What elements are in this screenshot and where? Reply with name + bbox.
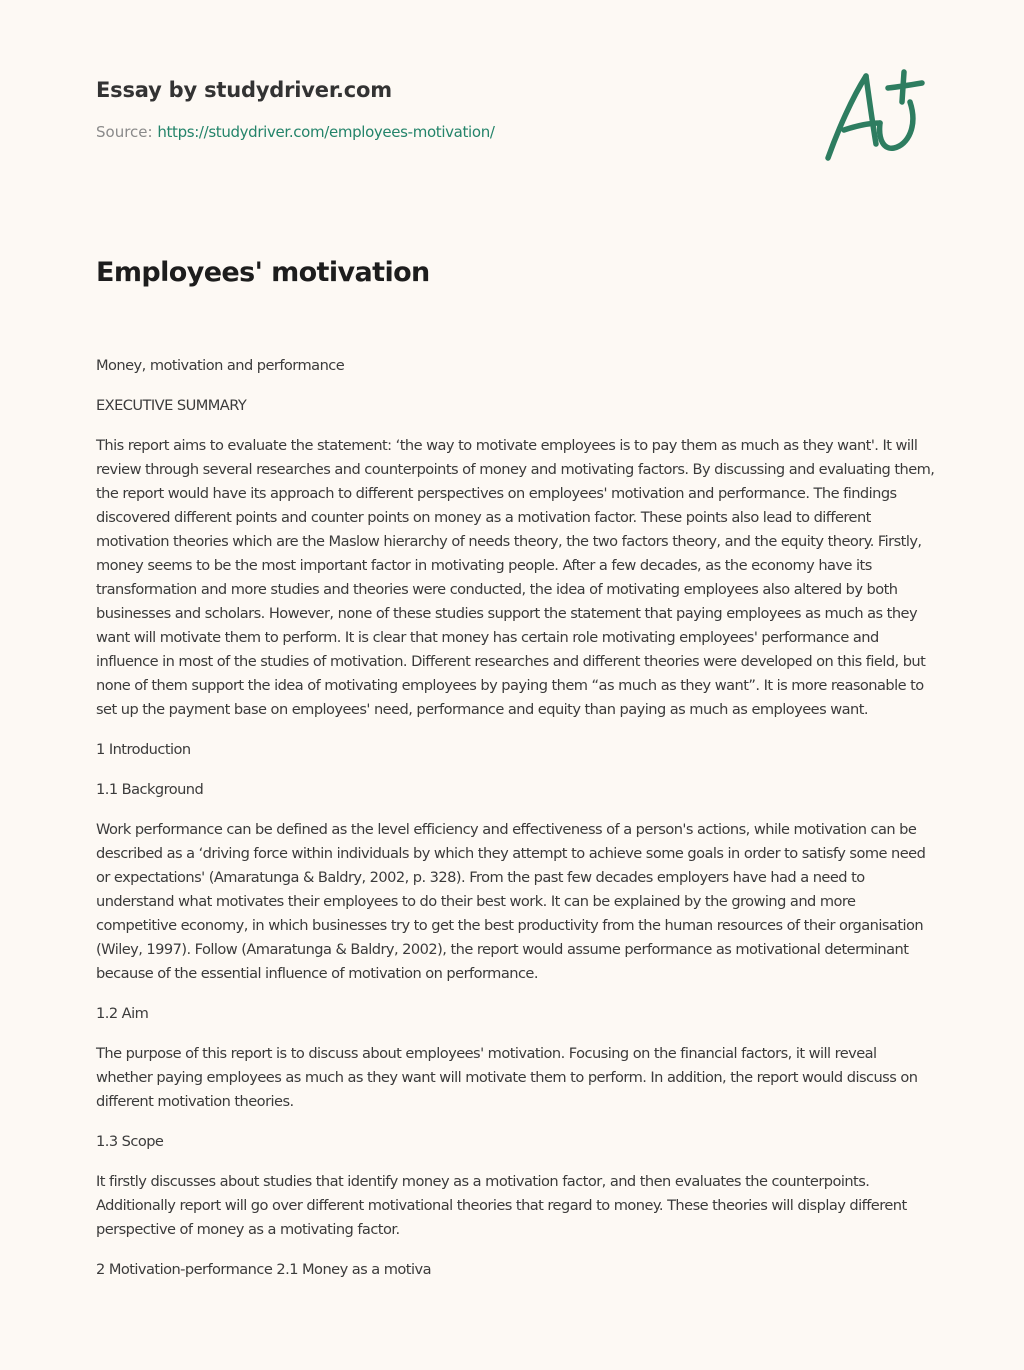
document-title: Employees' motivation xyxy=(96,257,430,288)
section-heading-aim: 1.2 Aim xyxy=(96,1005,149,1022)
subtitle-paragraph: Money, motivation and performance xyxy=(96,357,345,374)
source-link[interactable]: https://studydriver.com/employees-motivation/ xyxy=(157,123,495,141)
document-body xyxy=(96,354,936,1298)
page-header xyxy=(96,72,796,143)
section-heading-executive-summary: EXECUTIVE SUMMARY xyxy=(96,397,247,414)
section-heading-introduction: 1 Introduction xyxy=(96,741,191,758)
section-heading-scope: 1.3 Scope xyxy=(96,1133,164,1150)
section-heading-motivation-performance: 2 Motivation-performance 2.1 Money as a motiva xyxy=(96,1261,431,1278)
section-heading-background: 1.1 Background xyxy=(96,781,204,798)
aim-paragraph: The purpose of this report is to discuss about employees' motivation. Focusing on the financial factors, it will reveal whether paying employees as much as they want will motivate them to perform. In addition, the report would discuss on different motivation theories. xyxy=(96,1045,918,1110)
scope-paragraph: It firstly discusses about studies that identify money as a motivation factor, and then evaluates the counterpoints. Additionally report will go over different motivational theories that regard to money. These theories will display different perspective of money as a motivating factor. xyxy=(96,1173,907,1238)
a-plus-grade-icon xyxy=(822,68,926,164)
site-title: Essay by studydriver.com xyxy=(96,78,392,102)
source-label: Source: xyxy=(96,123,153,141)
background-paragraph: Work performance can be defined as the level efficiency and effectiveness of a person's actions, while motivation can be described as a ‘driving force within individuals by which they attempt to achieve some goals in order to satisfy some need or expectations' (Amaratunga & Baldry, 2002, p. 328). From the past few decades employers have had a need to understand what motivates their employees to do their best work. It can be explained by the growing and more competitive economy, in which businesses try to get the best productivity from the human resources of their organisation (Wiley, 1997). Follow (Amaratunga & Baldry, 2002), the report would assume performance as motivational determinant because of the essential influence of motivation on performance. xyxy=(96,821,926,982)
source-line xyxy=(96,121,796,143)
executive-summary-paragraph: This report aims to evaluate the statement: ‘the way to motivate employees is to pay them as much as they want'. It will review through several researches and counterpoints of money and motivating factors. By discussing and evaluating them, the report would have its approach to different perspectives on employees' motivation and performance. The findings discovered different points and counter points on money as a motivation factor. These points also lead to different motivation theories which are the Maslow hierarchy of needs theory, the two factors theory, and the equity theory. Firstly, money seems to be the most important factor in motivating people. After a few decades, as the economy have its transformation and more studies and theories were conducted, the idea of motivating employees also altered by both businesses and scholars. However, none of these studies support the statement that paying employees as much as they want will motivate them to perform. It is clear that money has certain role motivating employees' performance and influence in most of the studies of motivation. Different researches and different theories were developed on this field, but none of them support the idea of motivating employees by paying them “as much as they want”. It is more reasonable to set up the payment base on employees' need, performance and equity than paying as much as employees want. xyxy=(96,437,935,718)
